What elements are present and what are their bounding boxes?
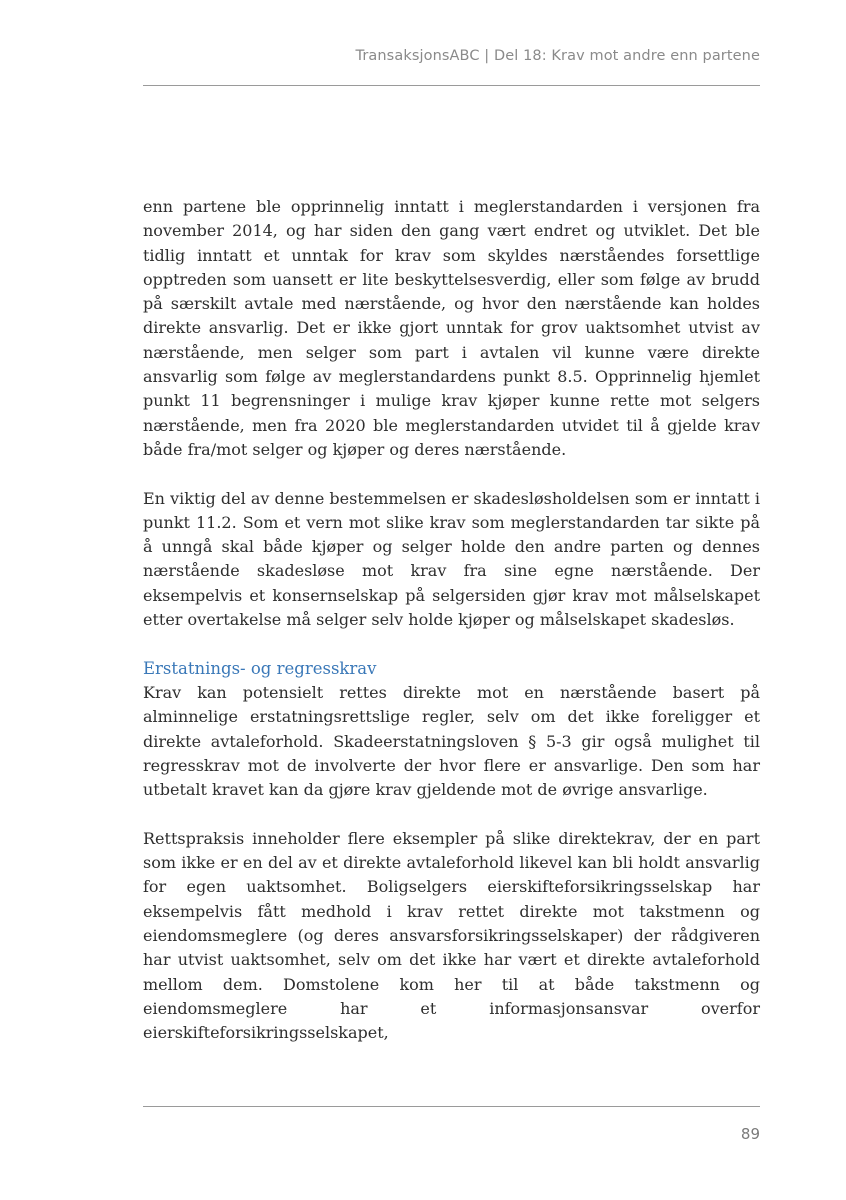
body-paragraph: En viktig del av denne bestemmelsen er skadesløsholdelsen som er inntatt i punkt 11.2. Som et vern mot slike krav som meglerstandarden tar sikte på å unngå skal både kjøper og selger holde den andre parten og dennes nærstående skadesløse mot krav fra sine egne nærstående. Der eksempelvis et konsernselskap på selgersiden gjør krav mot målselskapet etter overtakelse må selger selv holde kjøper og målselskapet skadesløs.: [143, 488, 760, 630]
header-divider: [143, 85, 760, 86]
body-paragraph: Krav kan potensielt rettes direkte mot en nærstående basert på alminnelige erstatningsrettslige regler, selv om det ikke foreligger et direkte avtaleforhold. Skadeerstatningsloven § 5-3 gir også mulighet til regresskrav mot de involverte der hvor flere er ansvarlige. Den som har utbetalt kravet kan da gjøre krav gjeldende mot de øvrige ansvarlige.: [143, 682, 760, 800]
footer-divider: [143, 1106, 760, 1107]
section-heading: Erstatnings- og regresskrav: [143, 658, 377, 678]
body-paragraph: enn partene ble opprinnelig inntatt i meglerstandarden i versjonen fra november 2014, og har siden den gang vært endret og utviklet. Det ble tidlig inntatt et unntak for krav som skyldes nærståendes forsettlige opptreden som uansett er lite beskyttelsesverdig, eller som følge av brudd på særskilt avtale med nærstående, og hvor den nærstående kan holdes direkte ansvarlig. Det er ikke gjort unntak for grov uaktsomhet utvist av nærstående, men selger som part i avtalen vil kunne være direkte ansvarlig som følge av meglerstandardens punkt 8.5. Opprinnelig hjemlet punkt 11 begrensninger i mulige krav kjøper kunne rette mot selgers nærstående, men fra 2020 ble meglerstandarden utvidet til å gjelde krav både fra/mot selger og kjøper og deres nærstående.: [143, 197, 760, 459]
page-number: 89: [740, 1125, 760, 1143]
running-header: TransaksjonsABC | Del 18: Krav mot andre enn partene: [355, 48, 760, 64]
page-body: [143, 195, 760, 1070]
body-paragraph: Rettspraksis inneholder flere eksempler på slike direktekrav, der en part som ikke er en del av et direkte avtaleforhold likevel kan bli holdt ansvarlig for egen uaktsomhet. Boligselgers eierskifteforsikringsselskap har eksempelvis fått medhold i krav rettet direkte mot takstmenn og eiendomsmeglere (og deres ansvarsforsikringsselskaper) der rådgiveren har utvist uaktsomhet, selv om det ikke har vært et direkte avtaleforhold mellom dem. Domstolene kom her til at både takstmenn og eiendomsmeglere har et informasjonsansvar overfor eierskifteforsikringsselskapet,: [143, 828, 760, 1043]
